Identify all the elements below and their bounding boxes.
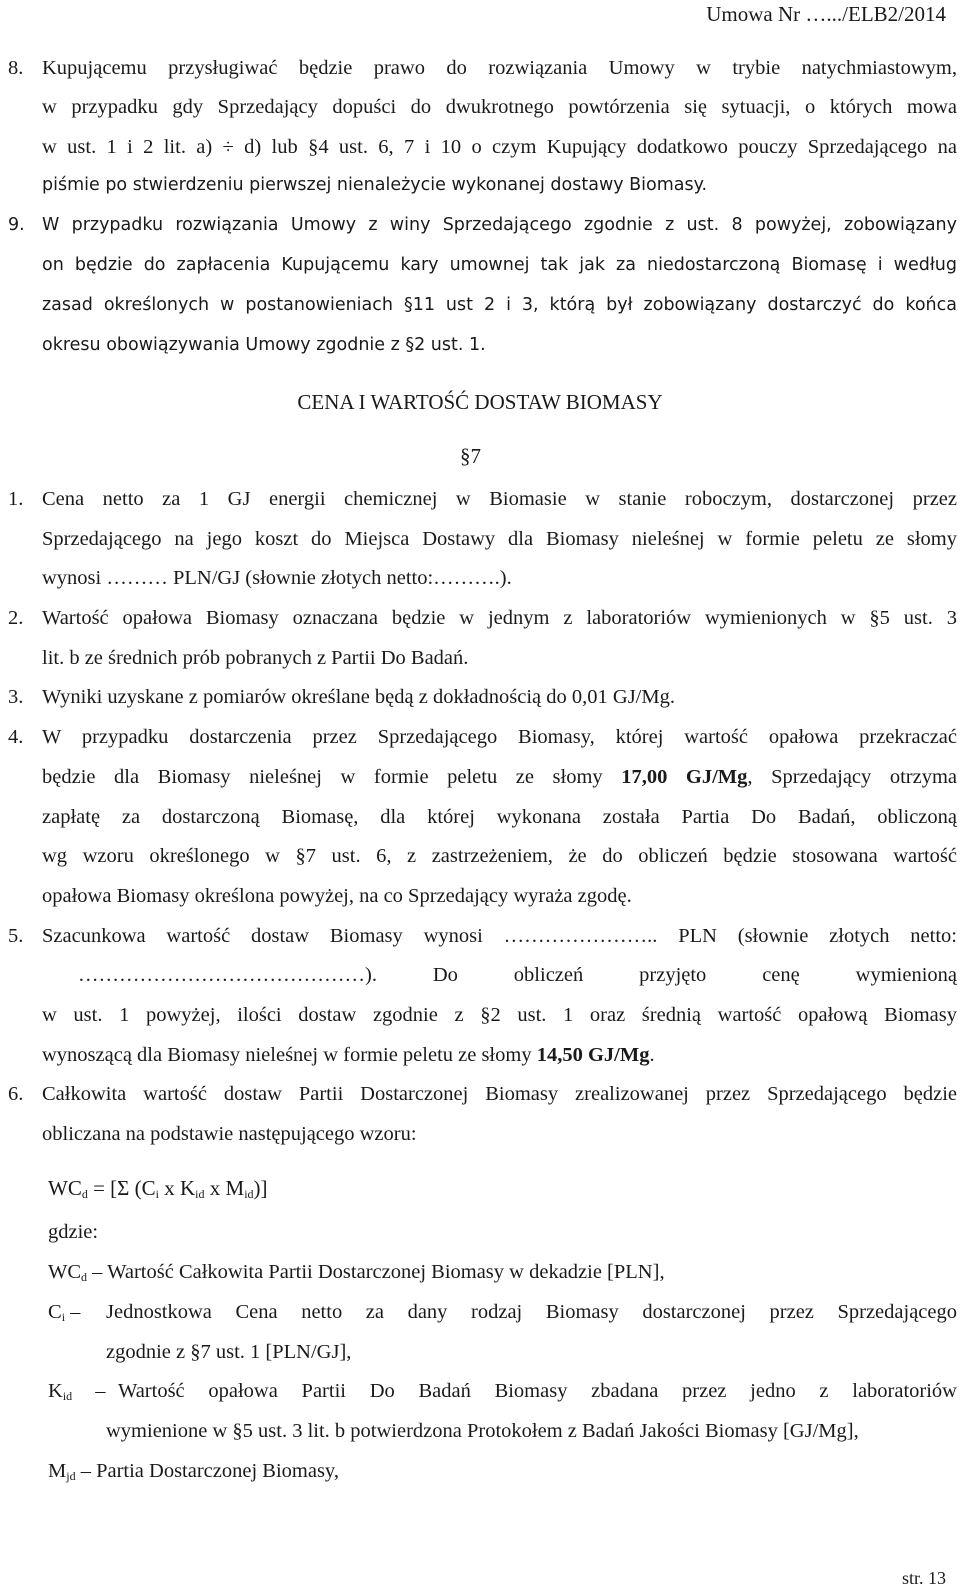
section-title: CENA I WARTOŚĆ DOSTAW BIOMASY xyxy=(297,390,663,414)
document-reference: Umowa Nr ….../ELB2/2014 xyxy=(706,2,946,26)
item-line: obliczana na podstawie następującego wzoru: xyxy=(42,1123,417,1145)
page-number: str. 13 xyxy=(901,1568,946,1588)
calorific-value-bold: 17,00 GJ/Mg xyxy=(621,766,748,788)
item-line: lit. b ze średnich prób pobranych z Partii Do Badań. xyxy=(42,647,469,669)
item-line: w ust. 1 powyżej, ilości dostaw zgodnie z §2 ust. 1 oraz średnią wartość opałową Biomasy xyxy=(42,1004,957,1026)
item-line-with-bold: będzie dla Biomasy nieleśnej w formie peletu ze słomy 17,00 GJ/Mg, Sprzedający otrzyma xyxy=(42,766,957,788)
item-number: 8. xyxy=(8,57,24,79)
item-line: wg wzoru określonego w §7 ust. 6, z zastrzeżeniem, że do obliczeń będzie stosowana wartość xyxy=(42,845,957,867)
item-number: 3. xyxy=(8,686,24,708)
item-number: 9. xyxy=(8,215,25,235)
item-line: okresu obowiązywania Umowy zgodnie z §2 ust. 1. xyxy=(42,335,486,355)
item-line: Całkowita wartość dostaw Partii Dostarczonej Biomasy zrealizowanej przez Sprzedającego będzie xyxy=(42,1083,957,1105)
item-line: Wartość opałowa Biomasy oznaczana będzie w jednym z laboratoriów wymienionych w §5 ust. 3 xyxy=(42,607,957,629)
item-line: piśmie po stwierdzeniu pierwszej nienależycie wykonanej dostawy Biomasy. xyxy=(42,175,708,195)
item-line: w przypadku gdy Sprzedający dopuści do dwukrotnego powtórzenia się sytuacji, o których mowa xyxy=(42,96,957,118)
item-number: 5. xyxy=(8,925,24,947)
average-calorific-value-bold: 14,50 GJ/Mg xyxy=(536,1044,650,1066)
item-line-with-bold: wynoszącą dla Biomasy nieleśnej w formie peletu ze słomy 14,50 GJ/Mg. xyxy=(42,1044,655,1066)
item-line: ……………………………………). Do obliczeń przyjęto cenę wymienioną xyxy=(78,964,957,986)
definition-line: wymienione w §5 ust. 3 lit. b potwierdzona Protokołem z Badań Jakości Biomasy [GJ/Mg], xyxy=(106,1420,859,1442)
item-line: zasad określonych w postanowieniach §11 ust 2 i 3, którą był zobowiązany dostarczyć do końca xyxy=(42,295,957,315)
definition-line: zgodnie z §7 ust. 1 [PLN/GJ], xyxy=(106,1341,352,1363)
item-line: zapłatę za dostarczoną Biomasę, dla której wykonana została Partia Do Badań, obliczoną xyxy=(42,806,957,828)
item-line: Kupującemu przysługiwać będzie prawo do rozwiązania Umowy w trybie natychmiastowym, xyxy=(42,57,957,79)
item-line: opałowa Biomasy określona powyżej, na co Sprzedający wyraża zgodę. xyxy=(42,885,632,907)
item-line: W przypadku dostarczenia przez Sprzedającego Biomasy, której wartość opałowa przekraczać xyxy=(42,726,957,748)
item-line: wynosi ……… PLN/GJ (słownie złotych netto:……….). xyxy=(42,567,512,589)
item-number: 1. xyxy=(8,488,24,510)
item-number: 2. xyxy=(8,607,24,629)
gdzie-label: gdzie: xyxy=(48,1221,99,1243)
item-number: 6. xyxy=(8,1083,24,1105)
paragraph-number: §7 xyxy=(460,444,481,468)
item-line: Wyniki uzyskane z pomiarów określane będą z dokładnością do 0,01 GJ/Mg. xyxy=(42,686,675,708)
item-line: W przypadku rozwiązania Umowy z winy Sprzedającego zgodnie z ust. 8 powyżej, zobowiązany xyxy=(42,215,957,235)
item-number: 4. xyxy=(8,726,24,748)
item-line: Sprzedającego na jego koszt do Miejsca Dostawy dla Biomasy nieleśnej w formie peletu ze słomy xyxy=(42,528,957,550)
item-line: Szacunkowa wartość dostaw Biomasy wynosi ………………….. PLN (słownie złotych netto: xyxy=(42,925,957,947)
item-line: Cena netto za 1 GJ energii chemicznej w Biomasie w stanie roboczym, dostarczonej przez xyxy=(42,488,957,510)
item-line: on będzie do zapłacenia Kupującemu kary umownej tak jak za niedostarczoną Biomasę i według xyxy=(42,255,957,275)
item-line: w ust. 1 i 2 lit. a) ÷ d) lub §4 ust. 6, 7 i 10 o czym Kupujący dodatkowo pouczy Sprzedającego na xyxy=(42,136,957,158)
